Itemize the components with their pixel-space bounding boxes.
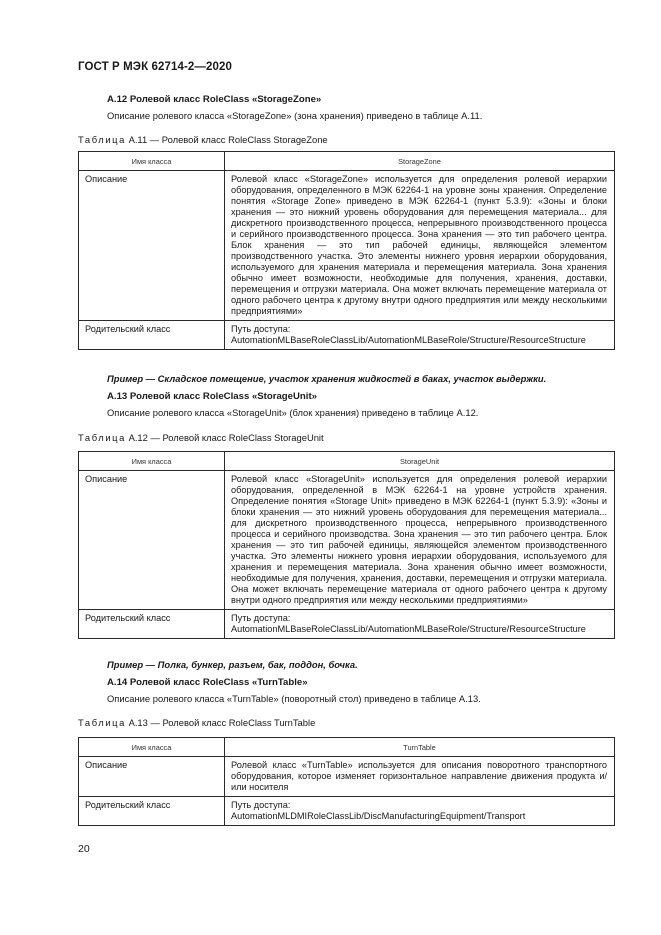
section-intro-a12: Описание ролевого класса «StorageZone» (зона хранения) приведено в таблице А.11. [107,110,483,121]
table-a11 [78,151,615,350]
table-row [79,797,615,826]
col-header-class-name: Имя класса [79,452,225,471]
section-title-a14: А.14 Ролевой класс RoleClass «TurnTable» [107,677,308,688]
page-number: 20 [78,843,90,855]
row-value [225,321,615,350]
row-label: Родительский класс [79,610,225,639]
row-label: Родительский класс [79,797,225,826]
table-a13 [78,737,615,826]
path-label: Путь доступа: [231,613,291,623]
row-value [225,797,615,826]
table-row [79,321,615,350]
caption-text: А.11 — Ролевой класс RoleClass StorageZone [128,134,328,145]
col-header-class-value: StorageZone [225,152,615,171]
path-value: AutomationMLDMIRoleClassLib/DiscManufacturingEquipment/Transport [231,811,526,821]
col-header-class-value: StorageUnit [225,452,615,471]
path-value: AutomationMLBaseRoleClassLib/AutomationMLBaseRole/Structure/ResourceStructure [231,624,586,634]
table-header-row [79,452,615,471]
col-header-class-name: Имя класса [79,738,225,757]
example-a12: Пример — Складское помещение, участок хранения жидкостей в баках, участок выдержки. [107,373,547,384]
table-caption-a13 [78,717,315,728]
path-label: Путь доступа: [231,800,291,810]
section-title-a13: А.13 Ролевой класс RoleClass «StorageUnit» [107,391,317,402]
table-caption-a11 [78,134,328,145]
row-label: Родительский класс [79,321,225,350]
caption-text: А.12 — Ролевой класс RoleClass StorageUnit [128,432,324,443]
path-label: Путь доступа: [231,324,291,334]
row-value: Ролевой класс «StorageZone» используется для определения ролевой иерархии оборудования, определенного в МЭК 62264-1 на уровне зоны хранения. Определение понятия «Storage Zone» приведено в МЭК 62264-1 (пункт 5.3.9): «Зоны и блоки хранения — это нижний уровень оборудования для перемещения материала... для дискретного производственного процесса, непрерывного производственного процесса и серийного производственного процесса. Зона хранения — это тип рабочего центра. Блок хранения — это тип рабочей единицы, являющейся элементом производственного участка. Это элементы нижнего уровня иерархии оборудования, используемого для хранения материала и перемещения материала. Зона хранения обычно имеет возможности, необходимые для получения, хранения, доставки, перемещения и отгрузки материала. Она может включать перемещение материала от одного рабочего центра к другому внутри одного предприятия или между несколькими предприятиями» [225,171,615,321]
row-label: Описание [79,171,225,321]
section-intro-a14: Описание ролевого класса «TurnTable» (поворотный стол) приведено в таблице А.13. [107,693,481,704]
table-header-row [79,738,615,757]
caption-label: Таблица [78,432,126,443]
table-row [79,171,615,321]
table-row [79,471,615,610]
col-header-class-name: Имя класса [79,152,225,171]
caption-label: Таблица [78,134,126,145]
row-label: Описание [79,471,225,610]
table-caption-a12 [78,432,324,443]
row-value [225,610,615,639]
table-a12 [78,451,615,639]
row-value: Ролевой класс «TurnTable» используется для описания поворотного транспортного оборудования, которое изменяет горизонтальное направление движения продукта и/или носителя [225,757,615,797]
caption-label: Таблица [78,717,126,728]
document-header: ГОСТ Р МЭК 62714-2—2020 [78,61,232,73]
col-header-class-value: TurnTable [225,738,615,757]
table-row [79,757,615,797]
example-a13: Пример — Полка, бункер, разъем, бак, поддон, бочка. [107,659,358,670]
section-intro-a13: Описание ролевого класса «StorageUnit» (блок хранения) приведено в таблице А.12. [107,407,479,418]
table-row [79,610,615,639]
row-label: Описание [79,757,225,797]
row-value: Ролевой класс «StorageUnit» используется для определения ролевой иерархии оборудования, определенной в МЭК 62264-1 на уровне устройств хранения. Определение понятия «Storage Unit» приведено в МЭК 62264-1 (пункт 5.3.9): «Зоны и блоки хранения — это нижний уровень оборудования для перемещения материала... для дискретного производственного процесса, непрерывного производственного процесса и серийного производства. Зона хранения — это тип рабочего центра. Блок хранения — это тип рабочей единицы, являющейся элементом производственного участка. Это элементы нижнего уровня иерархии оборудования, используемого для хранения и перемещения материала. Зона хранения обычно имеет возможности, необходимые для получения, хранения, доставки, перемещения и отгрузки материала. Она может включать перемещение материала от одного рабочего центра к другому внутри одного предприятия или между несколькими предприятиями» [225,471,615,610]
path-value: AutomationMLBaseRoleClassLib/AutomationMLBaseRole/Structure/ResourceStructure [231,335,586,345]
table-header-row [79,152,615,171]
caption-text: А.13 — Ролевой класс RoleClass TurnTable [128,717,316,728]
section-title-a12: А.12 Ролевой класс RoleClass «StorageZone» [107,94,322,105]
